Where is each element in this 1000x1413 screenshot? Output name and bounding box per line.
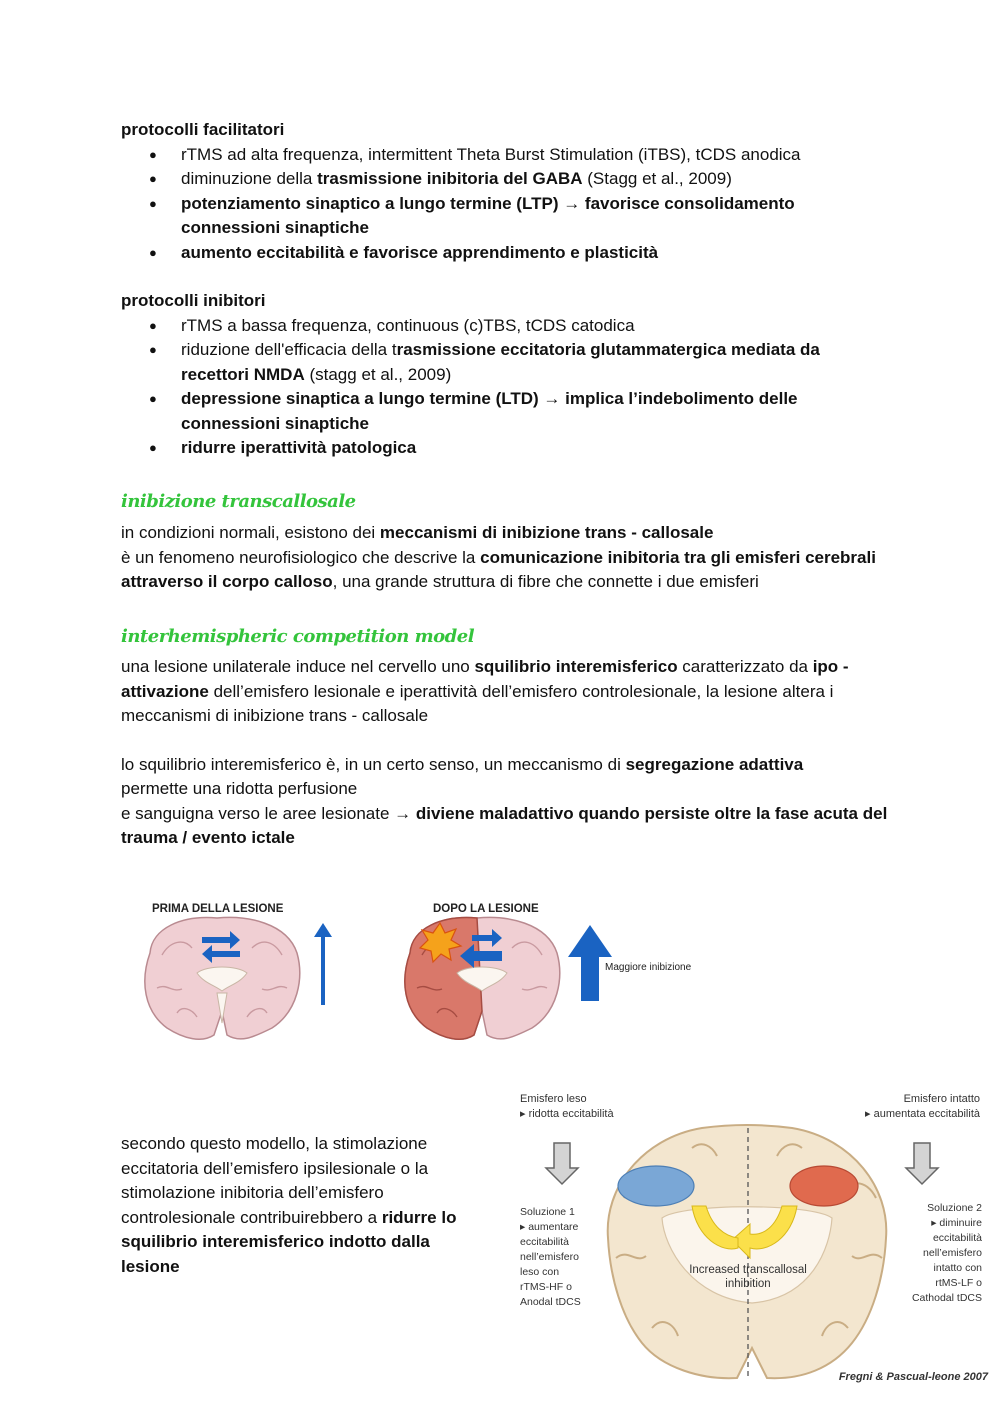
- list-item: ● ridurre iperattività patologica: [121, 436, 891, 461]
- list-item: ● depressione sinaptica a lungo termine (LTD) → implica l’indebolimento delle connessioni sinaptiche: [121, 387, 891, 436]
- sol2-line: eccitabilità: [932, 1232, 982, 1244]
- thin-arrow-up-icon: [314, 923, 332, 1005]
- arrow-label: Maggiore inibizione: [605, 962, 692, 973]
- solution-1: [520, 1206, 581, 1308]
- lesion-figure: [122, 893, 722, 1053]
- list-item: ● rTMS a bassa frequenza, continuous (c)TBS, tCDS catodica: [121, 314, 891, 339]
- paragraph: e sanguigna verso le aree lesionate → diviene maladattivo quando persiste oltre la fase acuta del trauma / evento ictale: [121, 803, 888, 847]
- sol1-line: ▸ aumentare: [520, 1221, 579, 1233]
- sol1-line: leso con: [520, 1266, 560, 1278]
- list-item: ● riduzione dell'efficacia della trasmissione eccitatoria glutammatergica mediata da recettori NMDA (stagg et al., 2009): [121, 338, 891, 387]
- list-item: ● rTMS ad alta frequenza, intermittent Theta Burst Stimulation (iTBS), tCDS anodica: [121, 143, 891, 168]
- left-top-label: Emisfero leso: [520, 1093, 587, 1105]
- sol2-line: Cathodal tDCS: [911, 1292, 982, 1304]
- sol1-line: rTMS-HF o: [520, 1281, 572, 1293]
- list-item: ● potenziamento sinaptico a lungo termine (LTP) → favorisce consolidamento connessioni sinaptiche: [121, 192, 891, 241]
- brain-before-illustration: [145, 917, 300, 1039]
- left-top-sub: ▸ ridotta eccitabilità: [520, 1108, 614, 1120]
- center-label-2: inhibition: [725, 1278, 771, 1290]
- paragraph: lo squilibrio interemisferico è, in un certo senso, un meccanismo di segregazione adattiva: [121, 754, 804, 774]
- heading-transcallosale: inibizione transcallosale: [121, 490, 356, 512]
- sol1-line: eccitabilità: [520, 1236, 570, 1248]
- right-top-label: Emisfero intatto: [903, 1093, 980, 1105]
- list-item: ● diminuzione della trasmissione inibitoria del GABA (Stagg et al., 2009): [121, 167, 891, 192]
- inibitori-title: protocolli inibitori: [121, 291, 266, 310]
- arrow-down-icon: [546, 1143, 578, 1184]
- solution-2: [912, 1202, 982, 1304]
- sol2-line: rtMS-LF o: [935, 1277, 982, 1289]
- arrow-down-icon: [906, 1143, 938, 1184]
- sol1-line: Anodal tDCS: [520, 1296, 581, 1308]
- sol2-line: nell’emisfero: [923, 1247, 982, 1259]
- before-label: PRIMA DELLA LESIONE: [152, 903, 284, 915]
- sol2-line: Soluzione 2: [927, 1202, 982, 1214]
- sol2-line: intatto con: [933, 1262, 982, 1274]
- center-label: Increased transcallosal: [689, 1264, 807, 1276]
- paragraph: una lesione unilaterale induce nel cervello uno squilibrio interemisferico caratterizzato da ipo - attivazione dell’emisfero lesionale e iperattività dell’emisfero controlesionale, la lesione altera i meccanismi di inibizione trans - callosale: [121, 657, 849, 725]
- paragraph: è un fenomeno neurofisiologico che descrive la comunicazione inibitoria tra gli emisferi cerebrali attraverso il corpo calloso, una grande struttura di fibre che connette i due emisferi: [121, 547, 876, 591]
- heading-competition: interhemispheric competition model: [121, 625, 475, 647]
- competition-figure: [512, 1088, 992, 1388]
- facilitatori-title: protocolli facilitatori: [121, 120, 285, 139]
- inibitori-list: [121, 314, 891, 461]
- right-top-sub: ▸ aumentata eccitabilità: [865, 1108, 980, 1120]
- document-body: [121, 118, 891, 851]
- model-paragraph: secondo questo modello, la stimolazione eccitatoria dell’emisfero ipsilesionale o la stimolazione inibitoria dell’emisfero controlesionale contribuirebbero a ridurre lo squilibrio interemisferico indotto dalla lesione: [121, 1134, 457, 1276]
- after-label: DOPO LA LESIONE: [433, 903, 539, 915]
- list-item: ● aumento eccitabilità e favorisce apprendimento e plasticità: [121, 241, 891, 266]
- sol2-line: ▸ diminuire: [931, 1217, 982, 1229]
- figure-credit: Fregni & Pascual-leone 2007: [838, 1371, 988, 1383]
- facilitatori-list: [121, 143, 891, 266]
- sol1-line: nell’emisfero: [520, 1251, 579, 1263]
- paragraph: in condizioni normali, esistono dei meccanismi di inibizione trans - callosale: [121, 523, 714, 542]
- paragraph: permette una ridotta perfusione: [121, 779, 358, 798]
- sol1-line: Soluzione 1: [520, 1206, 575, 1218]
